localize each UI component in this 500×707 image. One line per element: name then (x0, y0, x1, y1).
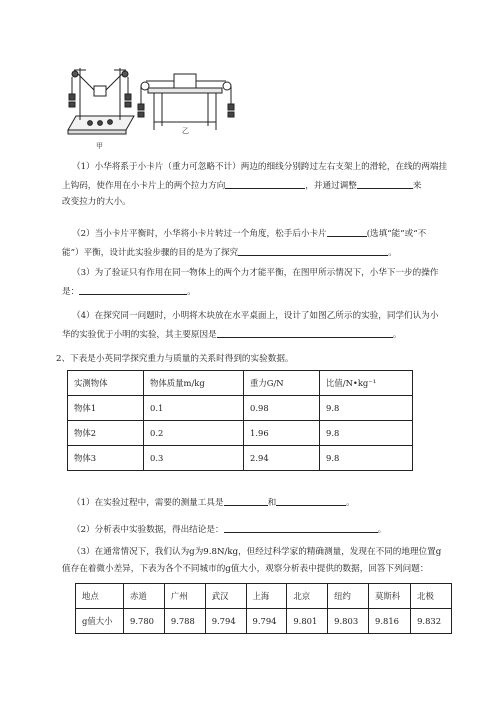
table-cell: 0.98 (244, 396, 320, 421)
answer-blank[interactable] (79, 285, 187, 295)
q2-s3-line2: 值存在着微小差异，下表为各个不同城市的g值大小，观察分析表中提供的数据，回答下列问题： (62, 563, 429, 574)
table-row (68, 446, 413, 471)
q2-sub-1 (62, 496, 454, 509)
q1-p1-text-a: 上钩码，使作用在小卡片上的两个拉力方向 (62, 180, 226, 191)
table-header-cell: 北极 (411, 584, 452, 609)
table-cell: 2.94 (244, 446, 320, 471)
mass-weight-table (67, 370, 413, 471)
table-cell: 0.3 (144, 446, 244, 471)
table-cell: 物体2 (68, 421, 144, 446)
q1-p1-line3: 改变拉力的大小。 (62, 197, 131, 208)
q1-p1-text-b: ，并通过调整 (305, 180, 357, 191)
q1-p2-text-c: 能”）平衡，设计此实验步骤的目的是为了探究 (62, 247, 239, 258)
answer-blank[interactable] (238, 246, 388, 256)
table-header-cell: 地点 (76, 584, 124, 609)
q1-p2-text-b: (选填“能”或“不 (366, 229, 427, 239)
q2-s2-line (62, 523, 454, 536)
q1-p1-line2 (62, 179, 454, 192)
table-header-row (68, 371, 413, 396)
table-header-cell: 纽约 (328, 584, 369, 609)
q1-p4-line1 (62, 311, 454, 322)
q1-p4-text-a: （4）在探究同一问题时，小明将木块放在水平桌面上，设计了如图乙所示的实验，同学们认为小 (72, 311, 439, 321)
q1-p4-text-c: 。 (392, 329, 402, 340)
q2-s3-line1: （3）在通常情况下，我们认为g为9.8N/kg，但经过科学家的精确测量，发现在不同的地理位置g (72, 547, 442, 557)
table-row (68, 421, 413, 446)
table-row (68, 396, 413, 421)
q2-s1-line (62, 496, 454, 509)
answer-blank[interactable] (276, 496, 346, 506)
q1-p1-line1: （1）小华将系于小卡片（重力可忽略不计）两边的细线分别跨过左右支架上的滑轮，在线的两端挂 (72, 162, 448, 172)
table-header-cell: 上海 (246, 584, 287, 609)
table-cell: 9.794 (205, 609, 246, 634)
table-header-cell: 比值/N•kg⁻¹ (320, 371, 413, 396)
table-cell: 9.816 (369, 609, 411, 634)
table-cell: 9.788 (164, 609, 205, 634)
table-cell: 9.780 (124, 609, 165, 634)
answer-blank[interactable] (217, 328, 393, 338)
table-header-cell: 广州 (164, 584, 205, 609)
q2-s2-text-a: （2）分析表中实验数据，得出结论是： (72, 525, 224, 535)
table-cell: 9.8 (320, 446, 413, 471)
q2-s1-text-a: （1）在实验过程中，需要的测量工具是 (72, 498, 224, 508)
experiment-figure (66, 60, 246, 152)
answer-blank[interactable] (327, 227, 367, 237)
answer-blank[interactable] (357, 179, 413, 189)
q1-part-4 (62, 311, 454, 340)
q1-part-1 (62, 162, 454, 208)
table-cell: 9.801 (287, 609, 328, 634)
answer-blank[interactable] (224, 523, 378, 533)
table-cell: 物体3 (68, 446, 144, 471)
q1-p2-text-a: （2）当小卡片平衡时，小华将小卡片转过一个角度，松手后小卡片 (72, 229, 327, 239)
table-cell: 0.2 (144, 421, 244, 446)
table-cell: 9.794 (246, 609, 287, 634)
q1-p3-line2 (62, 285, 454, 298)
q1-p2-text-d: 。 (388, 247, 397, 258)
table-cell: 1.96 (244, 421, 320, 446)
q1-p4-text-b: 华的实验优于小明的实验，其主要原因是 (62, 329, 217, 340)
table-cell: 9.8 (320, 396, 413, 421)
q2-s2-text-b: 。 (377, 525, 387, 535)
table-cell: g值大小 (76, 609, 124, 634)
q1-part-2 (62, 227, 454, 258)
answer-blank[interactable] (224, 496, 268, 506)
answer-blank[interactable] (225, 179, 305, 189)
table-header-cell: 实测物体 (68, 371, 144, 396)
table-cell: 物体1 (68, 396, 144, 421)
table-header-cell: 北京 (287, 584, 328, 609)
table-row (76, 609, 452, 634)
q1-p3-text-a: 是： (62, 286, 80, 297)
q1-p3-line1: （3）为了验证只有作用在同一物体上的两个力才能平衡，在图甲所示情况下，小华下一步的操作 (72, 268, 439, 278)
q1-p3-text-b: 。 (187, 286, 196, 297)
q2-s1-text-c: 。 (346, 498, 355, 508)
table-header-cell: 赤道 (124, 584, 165, 609)
table-header-cell: 物体质量m/kg (144, 371, 244, 396)
table-cell: 9.8 (320, 421, 413, 446)
table-header-cell: 莫斯科 (369, 584, 411, 609)
gravity-city-table (75, 583, 452, 634)
q1-p2-line2 (62, 246, 454, 259)
table-cell: 9.832 (411, 609, 452, 634)
q2-lead: 2、下表是小英同学探究重力与质量的关系时得到的实验数据。 (56, 354, 294, 364)
q2-sub-2 (62, 523, 454, 536)
q1-p1-text-c: 来 (412, 180, 422, 191)
table-header-cell: 重力G/N (244, 371, 320, 396)
figure-caption-jia: 甲 (96, 142, 103, 150)
table-cell: 0.1 (144, 396, 244, 421)
table-cell: 9.803 (328, 609, 369, 634)
table-header-row (76, 584, 452, 609)
q1-p2-line1 (62, 227, 454, 240)
q2-sub-3 (62, 547, 454, 574)
q1-part-3 (62, 268, 454, 297)
q1-p4-line2 (62, 328, 454, 341)
apparatus-illustration (66, 60, 246, 152)
figure-caption-yi: 乙 (182, 127, 189, 135)
q2-s1-text-b: 和 (267, 498, 277, 508)
table-header-cell: 武汉 (205, 584, 246, 609)
